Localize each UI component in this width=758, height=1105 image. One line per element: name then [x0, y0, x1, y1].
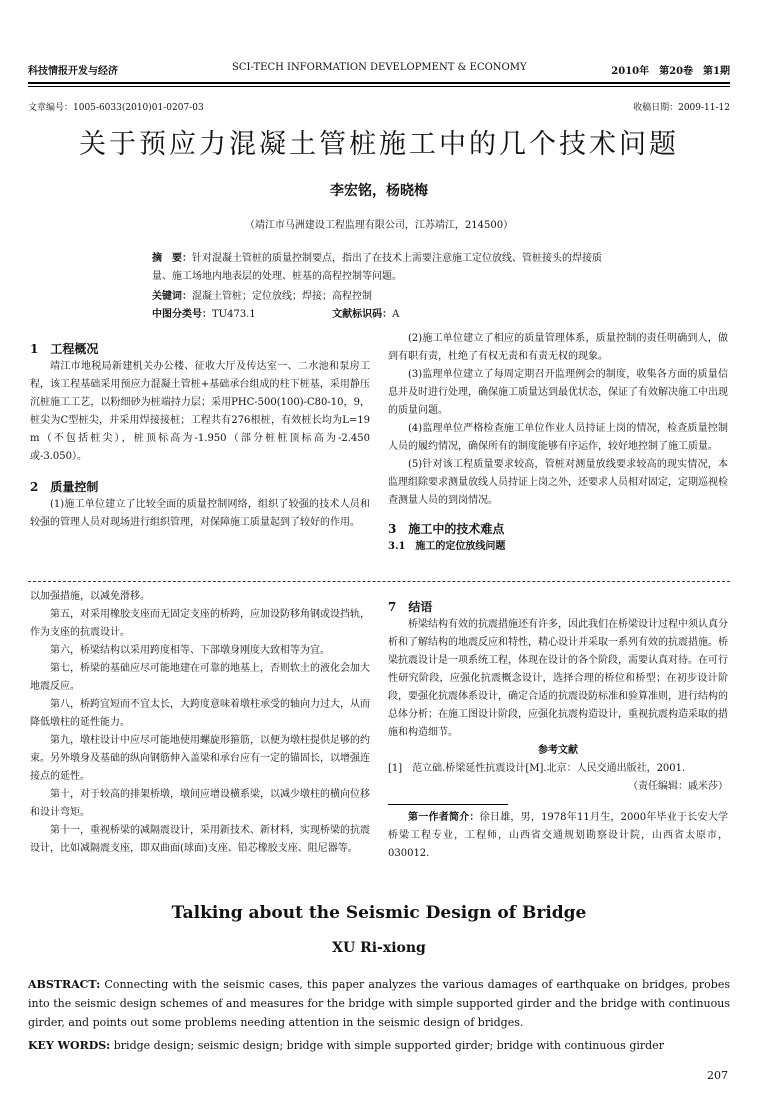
references-heading: 参考文献 [538, 745, 578, 756]
keywords-label: 关键词： [152, 291, 192, 302]
page-number: 207 [707, 1069, 728, 1082]
header-rule-thin [28, 86, 730, 87]
quality-paragraph-3: (3)监理单位建立了每周定期召开监理例会的制度，收集各方面的质量信息并及时进行处理，确保施工质量达到最优状态，保证了有效解决施工中出现的质量问题。 [388, 369, 728, 416]
english-keywords-label: KEY WORDS: [28, 1039, 111, 1052]
conclusion-paragraph: 桥梁结构有效的抗震措施还有许多，因此我们在桥梁设计过程中须认真分析和了解结构的地震反应和特性，精心设计并采取一系列有效的抗震措施。桥梁抗震设计是一项系统工程，体现在设计的各个阶段，需要认真对待。在可行性研究阶段，应强化抗震概念设计，选择合理的桥位和桥型；在初步设计阶段，要强化抗震体系设计，确定合适的抗震设防标准和验算准则，进行结构的总体分析；在施工图设计阶段，应强化抗震构造设计，重视抗震构造采取的措施和构造细节。 [388, 619, 728, 738]
abstract-cn [152, 250, 612, 286]
section-3-heading: 3 施工中的技术难点 [388, 522, 505, 536]
section-1-paragraph: 靖江市地税局新建机关办公楼、征收大厅及传达室一、二水池和泵房工程，该工程基础采用预应力混凝土管桩+基础承台组成的柱下桩基，采用静压沉桩施工工艺，以粉细砂为桩端持力层；采用PHC-500(100)-C80-10，9，桩尖为C型桩尖，并采用焊接接桩；工程共有276根桩，有效桩长均为L=19 m（不包括桩尖），桩顶标高为-1.950（部分桩桩顶标高为-2.450或-3.050）。 [30, 361, 370, 462]
doc-code-label: 文献标识码： [332, 309, 393, 320]
cls-value: TU473.1 [212, 309, 256, 320]
english-keywords-text: bridge design; seismic design; bridge with simple supported girder; bridge with continuous girder [110, 1039, 664, 1052]
quality-paragraph-5: (5)针对该工程质量要求较高，管桩对测量放线要求较高的现实情况，本监理组除要求测量放线人员持证上岗之外，还要求人员相对固定，定期巡视检查测量人员的到岗情况。 [388, 459, 728, 506]
bio-rule [388, 804, 508, 805]
item-7: 第七，桥梁的基础应尽可能地建在可靠的地基上，否则软土的液化会加大地震反应。 [30, 663, 370, 692]
item-8: 第八，桥跨宜短而不宜太长，大跨度意味着墩柱承受的轴向力过大，从而降低墩柱的延性能力。 [30, 699, 370, 728]
article-number: 文章编号：1005-6033(2010)01-0207-03 [28, 103, 204, 113]
abstract-text: 针对混凝土管桩的质量控制要点，指出了在技术上需要注意施工定位放线、管桩接头的焊接质量、施工场地内地表层的处理、桩基的高程控制等问题。 [152, 253, 602, 282]
english-author: XU Ri-xiong [332, 940, 426, 956]
english-abstract [28, 975, 730, 1032]
issue-info: 2010年 第20卷 第1期 [611, 66, 730, 77]
left-column-bottom [30, 588, 370, 858]
item-5: 第五，对采用橡胶支座而无固定支座的桥跨，应加设防移角钢或设挡轨，作为支座的抗震设计。 [30, 609, 370, 638]
bio-text: 徐日雄，男，1978年11月生，2000年毕业于长安大学桥梁工程专业，工程师，山西省交通规划勘察设计院，山西省太原市，030012. [388, 812, 729, 859]
cls-label: 中图分类号： [152, 309, 212, 320]
affiliation: （靖江市马洲建设工程监理有限公司，江苏靖江，214500） [244, 220, 514, 231]
english-keywords [28, 1036, 730, 1055]
left-column-top [30, 340, 370, 532]
classification-cn [152, 306, 612, 324]
authors: 李宏铭，杨晓梅 [330, 183, 428, 199]
english-title: Talking about the Seismic Design of Bridge [171, 903, 587, 923]
english-abstract-label: ABSTRACT: [28, 978, 101, 991]
item-9: 第九，墩柱设计中应尽可能地使用螺旋形箍筋，以便为墩柱提供足够的约束。另外墩身及基础的纵向钢筋伸入盖梁和承台应有一定的锚固长，以增强连接点的延性。 [30, 735, 370, 782]
quality-paragraph-2: (2)施工单位建立了相应的质量管理体系，质量控制的责任明确到人，做到有职有责，杜绝了有权无责和有责无权的现象。 [388, 333, 728, 362]
editor-note: （责任编辑：戚米莎） [628, 781, 728, 792]
continued-paragraph: 以加强措施，以减免滑移。 [30, 591, 150, 602]
keywords-cn [152, 288, 612, 306]
journal-name-cn: 科技情报开发与经济 [28, 66, 118, 77]
english-abstract-text: Connecting with the seismic cases, this paper analyzes the various damages of earthquake on bridges, probes into the seismic design schemes of and measures for the bridge with simple supported girder and the bridge with continuous girder, and points out some problems needing attention in the seismic design of bridges. [28, 978, 730, 1029]
item-10: 第十，对于较高的排架桥墩，墩间应增设横系梁，以减少墩柱的横向位移和设计弯矩。 [30, 789, 370, 818]
item-6: 第六，桥梁结构以采用跨度相等、下部墩身刚度大致相等为宜。 [50, 645, 330, 656]
received-date: 收稿日期：2009-11-12 [633, 103, 730, 113]
paper-title: 关于预应力混凝土管桩施工中的几个技术问题 [79, 129, 679, 160]
journal-name-en: SCI-TECH INFORMATION DEVELOPMENT & ECONOMY [232, 62, 527, 73]
section-1-heading: 1 工程概况 [30, 342, 99, 356]
right-column-top [388, 330, 728, 556]
quality-paragraph-4: (4)监理单位严格检查施工单位作业人员持证上岗的情况，检查质量控制人员的履约情况，确保所有的制度能够有序运作，较好地控制了施工质量。 [388, 423, 728, 452]
bio-label: 第一作者简介： [408, 812, 480, 823]
section-2-heading: 2 质量控制 [30, 480, 99, 494]
item-11: 第十一，重视桥梁的减隔震设计，采用新技术、新材料，实现桥梁的抗震设计，比如减隔震支座，即双曲面(球面)支座、铅芯橡胶支座、阻尼器等。 [30, 825, 370, 854]
section-3-1-heading: 3.1 施工的定位放线问题 [388, 541, 506, 552]
reference-1: [1] 范立础.桥梁延性抗震设计[M].北京：人民交通出版社，2001. [388, 763, 686, 774]
doc-code-value: A [392, 309, 400, 320]
right-column-bottom [388, 598, 728, 863]
section-7-heading: 7 结语 [388, 600, 433, 614]
header-rule [28, 82, 730, 84]
author-bio [388, 809, 728, 863]
abstract-label: 摘 要： [152, 253, 192, 264]
splice-divider [28, 581, 730, 582]
keywords-text: 混凝土管桩；定位放线；焊接；高程控制 [192, 291, 372, 302]
section-2-paragraph-1: (1)施工单位建立了比较全面的质量控制网络，组织了较强的技术人员和较强的管理人员对现场进行组织管理，对保障施工质量起到了较好的作用。 [30, 499, 370, 528]
